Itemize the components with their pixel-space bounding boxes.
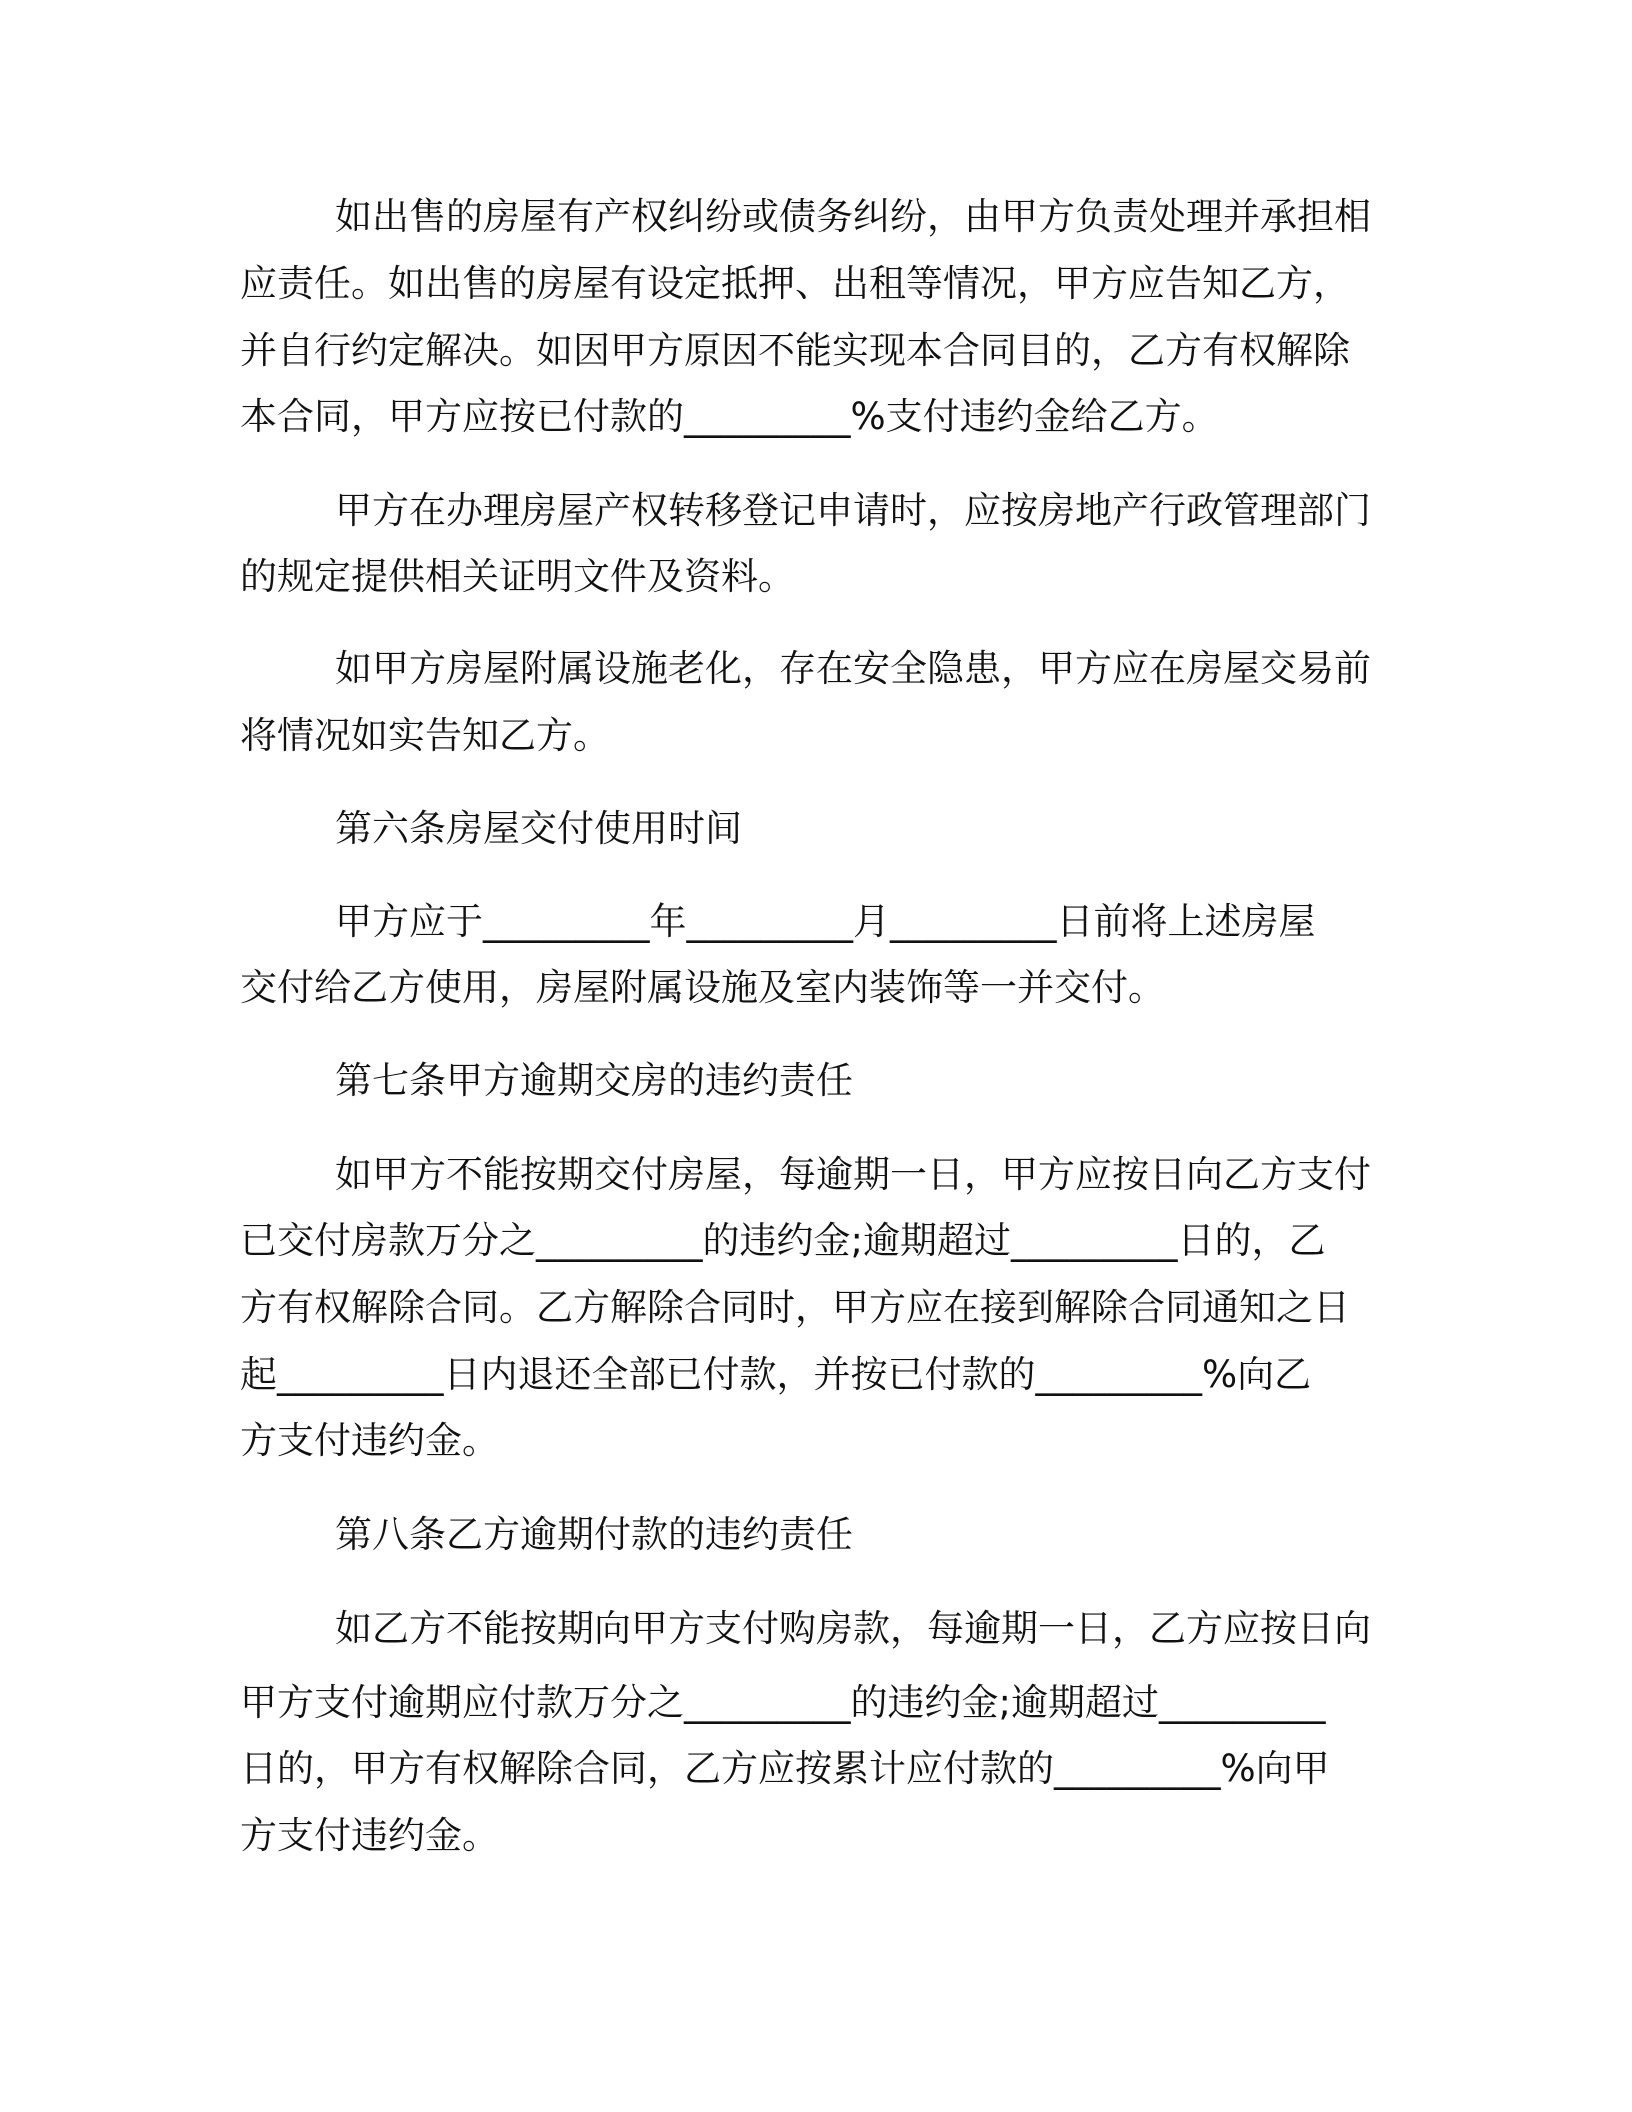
paragraph-5-line-2: 交付给乙方使用，房屋附属设施及室内装饰等一并交付。 [240,966,1165,1009]
paragraph-9-line-4: 方支付违约金。 [240,1814,499,1857]
paragraph-7-line-5: 方支付违约金。 [240,1419,499,1462]
paragraph-7-line-3: 方有权解除合同。乙方解除合同时，甲方应在接到解除合同通知之日 [240,1286,1350,1329]
paragraph-1-line-2: 应责任。如出售的房屋有设定抵押、出租等情况，甲方应告知乙方， [240,262,1350,305]
paragraph-3-line-1: 如甲方房屋附属设施老化，存在安全隐患，甲方应在房屋交易前 [335,647,1371,690]
paragraph-2-line-1: 甲方在办理房屋产权转移登记申请时，应按房地产行政管理部门 [335,489,1371,532]
article-7-heading: 第七条甲方逾期交房的违约责任 [335,1059,853,1102]
paragraph-1-line-1: 如出售的房屋有产权纠纷或债务纠纷，由甲方负责处理并承担相 [335,195,1371,238]
paragraph-2-line-2: 的规定提供相关证明文件及资料。 [240,555,795,598]
paragraph-1-line-3: 并自行约定解决。如因甲方原因不能实现本合同目的，乙方有权解除 [240,329,1350,372]
paragraph-1-line-4: 本合同，甲方应按已付款的_________%支付违约金给乙方。 [240,395,1219,438]
article-6-heading: 第六条房屋交付使用时间 [335,807,742,850]
paragraph-9-line-1: 如乙方不能按期向甲方支付购房款，每逾期一日，乙方应按日向 [335,1607,1371,1650]
paragraph-7-line-4: 起_________日内退还全部已付款，并按已付款的_________%向乙 [240,1353,1312,1396]
paragraph-9-line-3: 日的，甲方有权解除合同，乙方应按累计应付款的_________%向甲 [240,1747,1330,1790]
paragraph-5-line-1: 甲方应于_________年_________月_________日前将上述房屋 [335,900,1316,943]
paragraph-7-line-2: 已交付房款万分之_________的违约金;逾期超过_________日的，乙 [240,1219,1326,1262]
article-8-heading: 第八条乙方逾期付款的违约责任 [335,1513,853,1556]
paragraph-9-line-2: 甲方支付逾期应付款万分之_________的违约金;逾期超过_________ [240,1681,1326,1724]
paragraph-7-line-1: 如甲方不能按期交付房屋，每逾期一日，甲方应按日向乙方支付 [335,1153,1371,1196]
paragraph-3-line-2: 将情况如实告知乙方。 [240,714,610,757]
